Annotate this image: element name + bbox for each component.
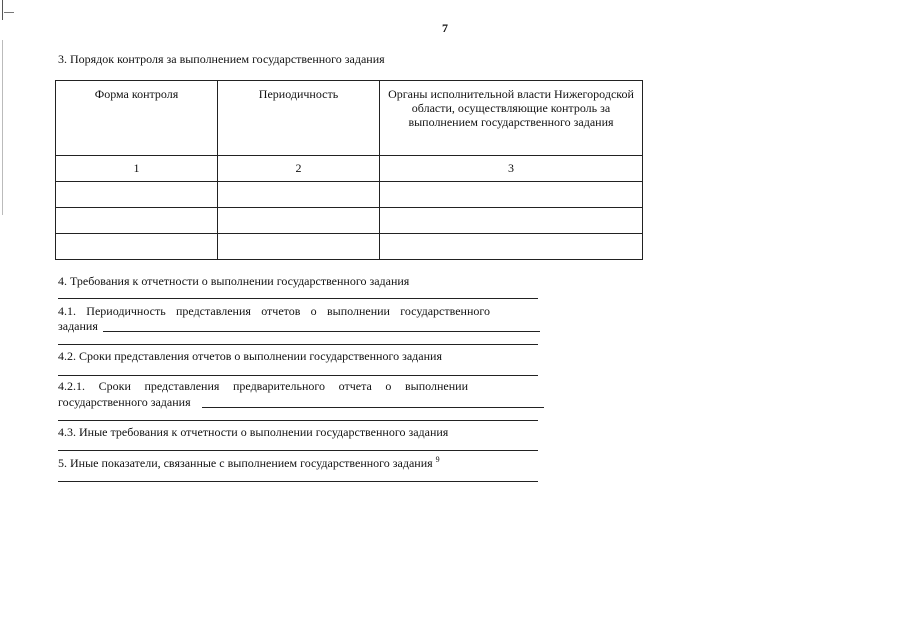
column-number: 3 bbox=[380, 156, 643, 182]
table-cell[interactable] bbox=[56, 208, 218, 234]
fill-in-line[interactable] bbox=[58, 344, 538, 345]
page-number: 7 bbox=[442, 21, 448, 35]
header-control-form: Форма контроля bbox=[56, 81, 218, 156]
scan-edge-mark bbox=[4, 12, 14, 13]
table-cell[interactable] bbox=[218, 182, 380, 208]
scan-margin-mark bbox=[2, 40, 3, 215]
table-cell[interactable] bbox=[56, 234, 218, 260]
item-4-1-line1: 4.1. Периодичность представления отчетов о выполнении государственного bbox=[58, 304, 490, 318]
fill-in-line[interactable] bbox=[58, 481, 538, 482]
section-5-heading bbox=[58, 455, 440, 471]
fill-in-line[interactable] bbox=[58, 375, 538, 376]
fill-in-line[interactable] bbox=[58, 450, 538, 451]
table-cell[interactable] bbox=[56, 182, 218, 208]
column-number: 1 bbox=[56, 156, 218, 182]
section-5-heading-text: 5. Иные показатели, связанные с выполнением государственного задания bbox=[58, 456, 433, 470]
table-number-row bbox=[56, 156, 643, 182]
fill-in-line[interactable] bbox=[58, 420, 538, 421]
column-number: 2 bbox=[218, 156, 380, 182]
item-4-2-1-line1: 4.2.1. Сроки представления предварительного отчета о выполнении bbox=[58, 379, 468, 393]
item-4-2-1-line2: государственного задания bbox=[58, 395, 191, 409]
header-executive-bodies: Органы исполнительной власти Нижегородской области, осуществляющие контроль за выполнением государственного задания bbox=[380, 81, 643, 156]
header-periodicity: Периодичность bbox=[218, 81, 380, 156]
footnote-marker: 9 bbox=[435, 455, 440, 464]
table-row bbox=[56, 234, 643, 260]
table-cell[interactable] bbox=[380, 208, 643, 234]
item-4-1-line2: задания bbox=[58, 319, 98, 333]
table-cell[interactable] bbox=[380, 182, 643, 208]
section-3-heading: 3. Порядок контроля за выполнением государственного задания bbox=[58, 52, 385, 66]
fill-in-line[interactable] bbox=[58, 298, 538, 299]
fill-in-line[interactable] bbox=[202, 407, 544, 408]
table-row bbox=[56, 208, 643, 234]
table-header-row bbox=[56, 81, 643, 156]
table-cell[interactable] bbox=[218, 208, 380, 234]
table-cell[interactable] bbox=[380, 234, 643, 260]
control-table bbox=[55, 80, 643, 260]
fill-in-line[interactable] bbox=[103, 331, 540, 332]
scan-edge-mark bbox=[2, 0, 3, 20]
table-row bbox=[56, 182, 643, 208]
table-cell[interactable] bbox=[218, 234, 380, 260]
section-4-heading: 4. Требования к отчетности о выполнении государственного задания bbox=[58, 274, 410, 288]
item-4-3: 4.3. Иные требования к отчетности о выполнении государственного задания bbox=[58, 425, 449, 439]
item-4-2: 4.2. Сроки представления отчетов о выполнении государственного задания bbox=[58, 349, 442, 363]
